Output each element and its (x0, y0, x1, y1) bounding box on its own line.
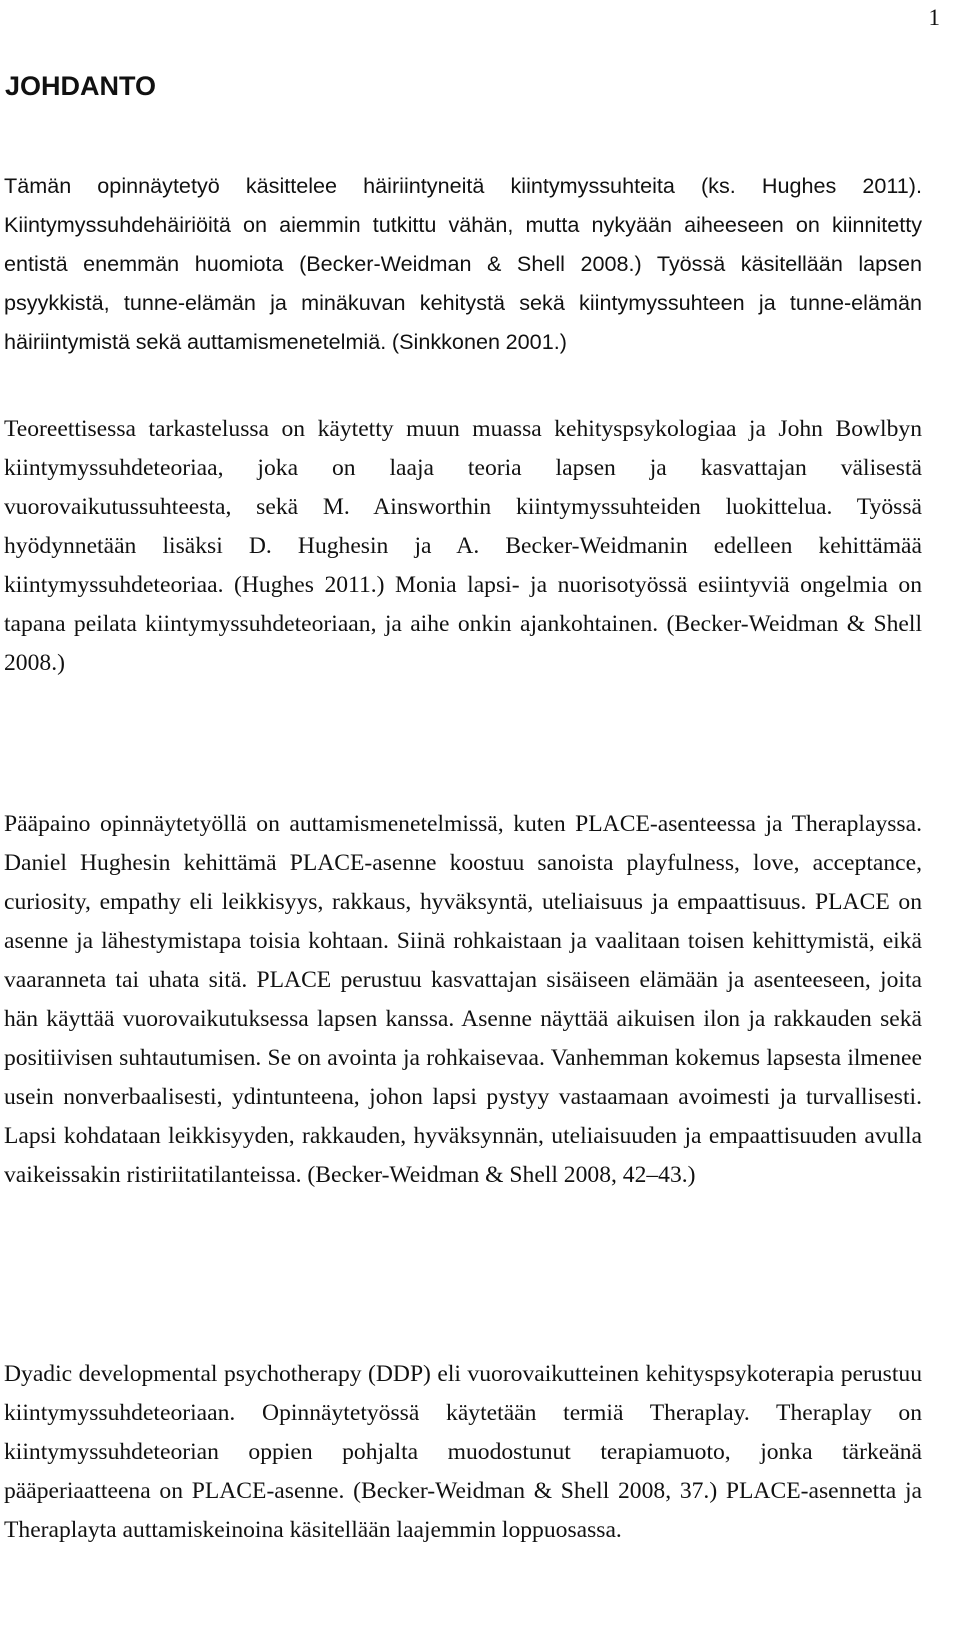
chapter-title: JOHDANTO (5, 71, 157, 101)
paragraph-theory: Teoreettisessa tarkastelussa on käytetty muun muassa kehityspsykologiaa ja John Bowlbyn kiintymyssuhdeteoriaa, joka on laaja teoria lapsen ja kasvattajan välisestä vuorovaikutussuhteesta, sekä M. Ainsworthin kiintymyssuhteiden luokittelua. Työssä hyödynnetään lisäksi D. Hughesin ja A. Becker-Weidmanin edelleen kehittämää kiintymyssuhdeteoriaa. (Hughes 2011.) Monia lapsi- ja nuorisotyössä esiintyviä ongelmia on tapana peilata kiintymyssuhdeteoriaan, ja aihe onkin ajankohtainen. (Becker-Weidman & Shell 2008.) (4, 416, 922, 676)
page-number: 1 (928, 5, 940, 30)
paragraph-place: Pääpaino opinnäytetyöllä on auttamismenetelmissä, kuten PLACE-asenteessa ja Theraplayssa. Daniel Hughesin kehittämä PLACE-asenne koostuu sanoista playfulness, love, acceptance, curiosity, empathy eli leikkisyys, rakkaus, hyväksyntä, uteliaisuus ja empaattisuus. PLACE on asenne ja lähestymistapa toisia kohtaan. Siinä rohkaistaan ja vaalitaan toisen kehittymistä, eikä vaaranneta tai uhata sitä. PLACE perustuu kasvattajan sisäiseen elämään ja asenteeseen, joita hän käyttää vuorovaikutuksessa lapsen kanssa. Asenne näyttää aikuisen ilon ja rakkauden sekä positiivisen suhtautumisen. Se on avointa ja rohkaisevaa. Vanhemman kokemus lapsesta ilmenee usein nonverbaalisesti, ydintunteena, johon lapsi pystyy vastaamaan avoimesti ja turvallisesti. Lapsi kohdataan leikkisyyden, rakkauden, hyväksynnän, uteliaisuuden ja empaattisuuden avulla vaikeissakin ristiriitatilanteissa. (Becker-Weidman & Shell 2008, 42–43.) (4, 811, 922, 1188)
paragraph-ddp: Dyadic developmental psychotherapy (DDP) eli vuorovaikutteinen kehityspsykoterapia perustuu kiintymyssuhdeteoriaan. Opinnäytetyössä käytetään termiä Theraplay. Theraplay on kiintymyssuhdeteorian oppien pohjalta muodostunut terapiamuoto, jonka tärkeänä pääperiaatteena on PLACE-asenne. (Becker-Weidman & Shell 2008, 37.) PLACE-asennetta ja Theraplayta auttamiskeinoina käsitellään laajemmin loppuosassa. (4, 1361, 922, 1543)
paragraph-intro: Tämän opinnäytetyö käsittelee häiriintyneitä kiintymyssuhteita (ks. Hughes 2011). Kiintymyssuhdehäiriöitä on aiemmin tutkittu vähän, mutta nykyään aiheeseen on kiinnitetty entistä enemmän huomiota (Becker-Weidman & Shell 2008.) Työssä käsitellään lapsen psyykkistä, tunne-elämän ja minäkuvan kehitystä sekä kiintymyssuhteen ja tunne-elämän häiriintymistä sekä auttamismenetelmiä. (Sinkkonen 2001.) (4, 173, 922, 354)
